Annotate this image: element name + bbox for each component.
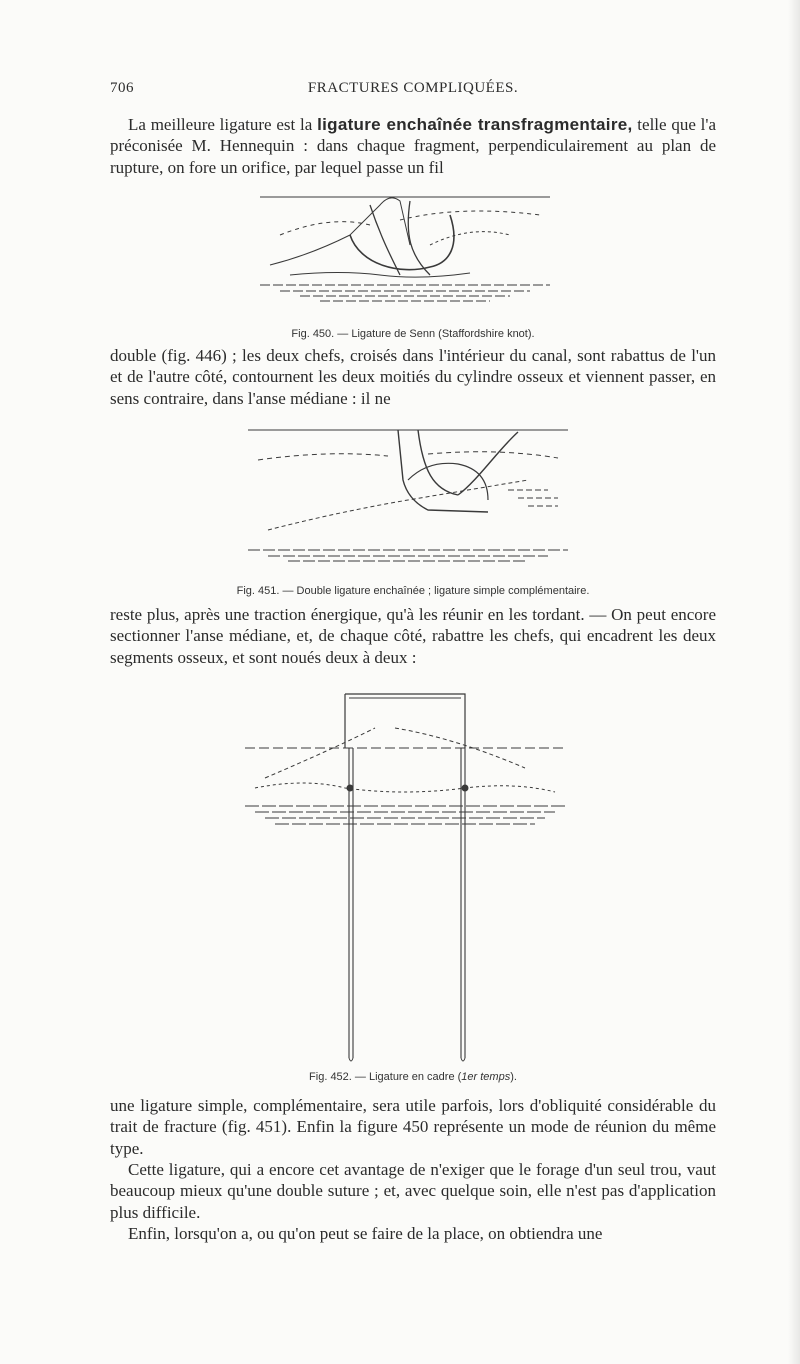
page-number: 706	[110, 80, 134, 96]
paragraph-intro	[110, 114, 716, 178]
paragraph-4a: une ligature simple, complémentaire, sera utile parfois, lors d'obliquité considérable du trait de fracture (fig. 451). Enfin la figure 450 représente un mode de réunion du même type.	[110, 1096, 716, 1158]
figure-450	[240, 175, 570, 315]
figure-452-caption	[110, 1071, 716, 1083]
page-header	[110, 80, 716, 102]
figure-450-caption: Fig. 450. — Ligature de Senn (Staffordshire knot).	[291, 328, 535, 340]
paragraph-3: reste plus, après une traction énergique, qu'à les réunir en les tordant. — On peut encore sectionner l'anse médiane, et, de chaque côté, rabattre les chefs, qui encadrent les deux segments osseux, et sont noués deux à deux :	[110, 605, 716, 667]
paragraph-intro-rest: telle que l'a préconisée M. Hennequin : dans chaque fragment, perpendiculairement au plan de rupture, on fore un orifice, par lequel passe un fil	[110, 115, 717, 177]
figure-452	[225, 688, 585, 1068]
figure-452-caption-end: ).	[510, 1071, 517, 1083]
running-title: FRACTURES COMPLIQUÉES.	[307, 80, 519, 96]
paragraph-intro-bold: ligature enchaînée transfragmentaire,	[317, 115, 633, 134]
figure-451	[228, 420, 588, 570]
paragraph-4c: Enfin, lorsqu'on a, ou qu'on peut se faire de la place, on obtiendra une	[128, 1224, 603, 1243]
paragraph-intro-text: La meilleure ligature est la	[128, 115, 318, 134]
page-edge-shadow	[788, 0, 800, 1364]
figure-452-caption-italic: 1er temps	[461, 1071, 511, 1083]
figure-452-caption-text: Fig. 452. — Ligature en cadre (	[309, 1071, 462, 1083]
figure-451-caption: Fig. 451. — Double ligature enchaînée ; ligature simple complémentaire.	[236, 585, 590, 597]
paragraph-4b: Cette ligature, qui a encore cet avantage de n'exiger que le forage d'un seul trou, vaut beaucoup mieux qu'une double suture ; et, avec quelque soin, elle n'est pas d'application plus difficile.	[110, 1160, 716, 1222]
paragraph-2: double (fig. 446) ; les deux chefs, croisés dans l'intérieur du canal, sont rabattus de l'un et de l'autre côté, contournent les deux moitiés du cylindre osseux et viennent passer, en sens contraire, dans l'anse médiane : il ne	[110, 346, 716, 408]
